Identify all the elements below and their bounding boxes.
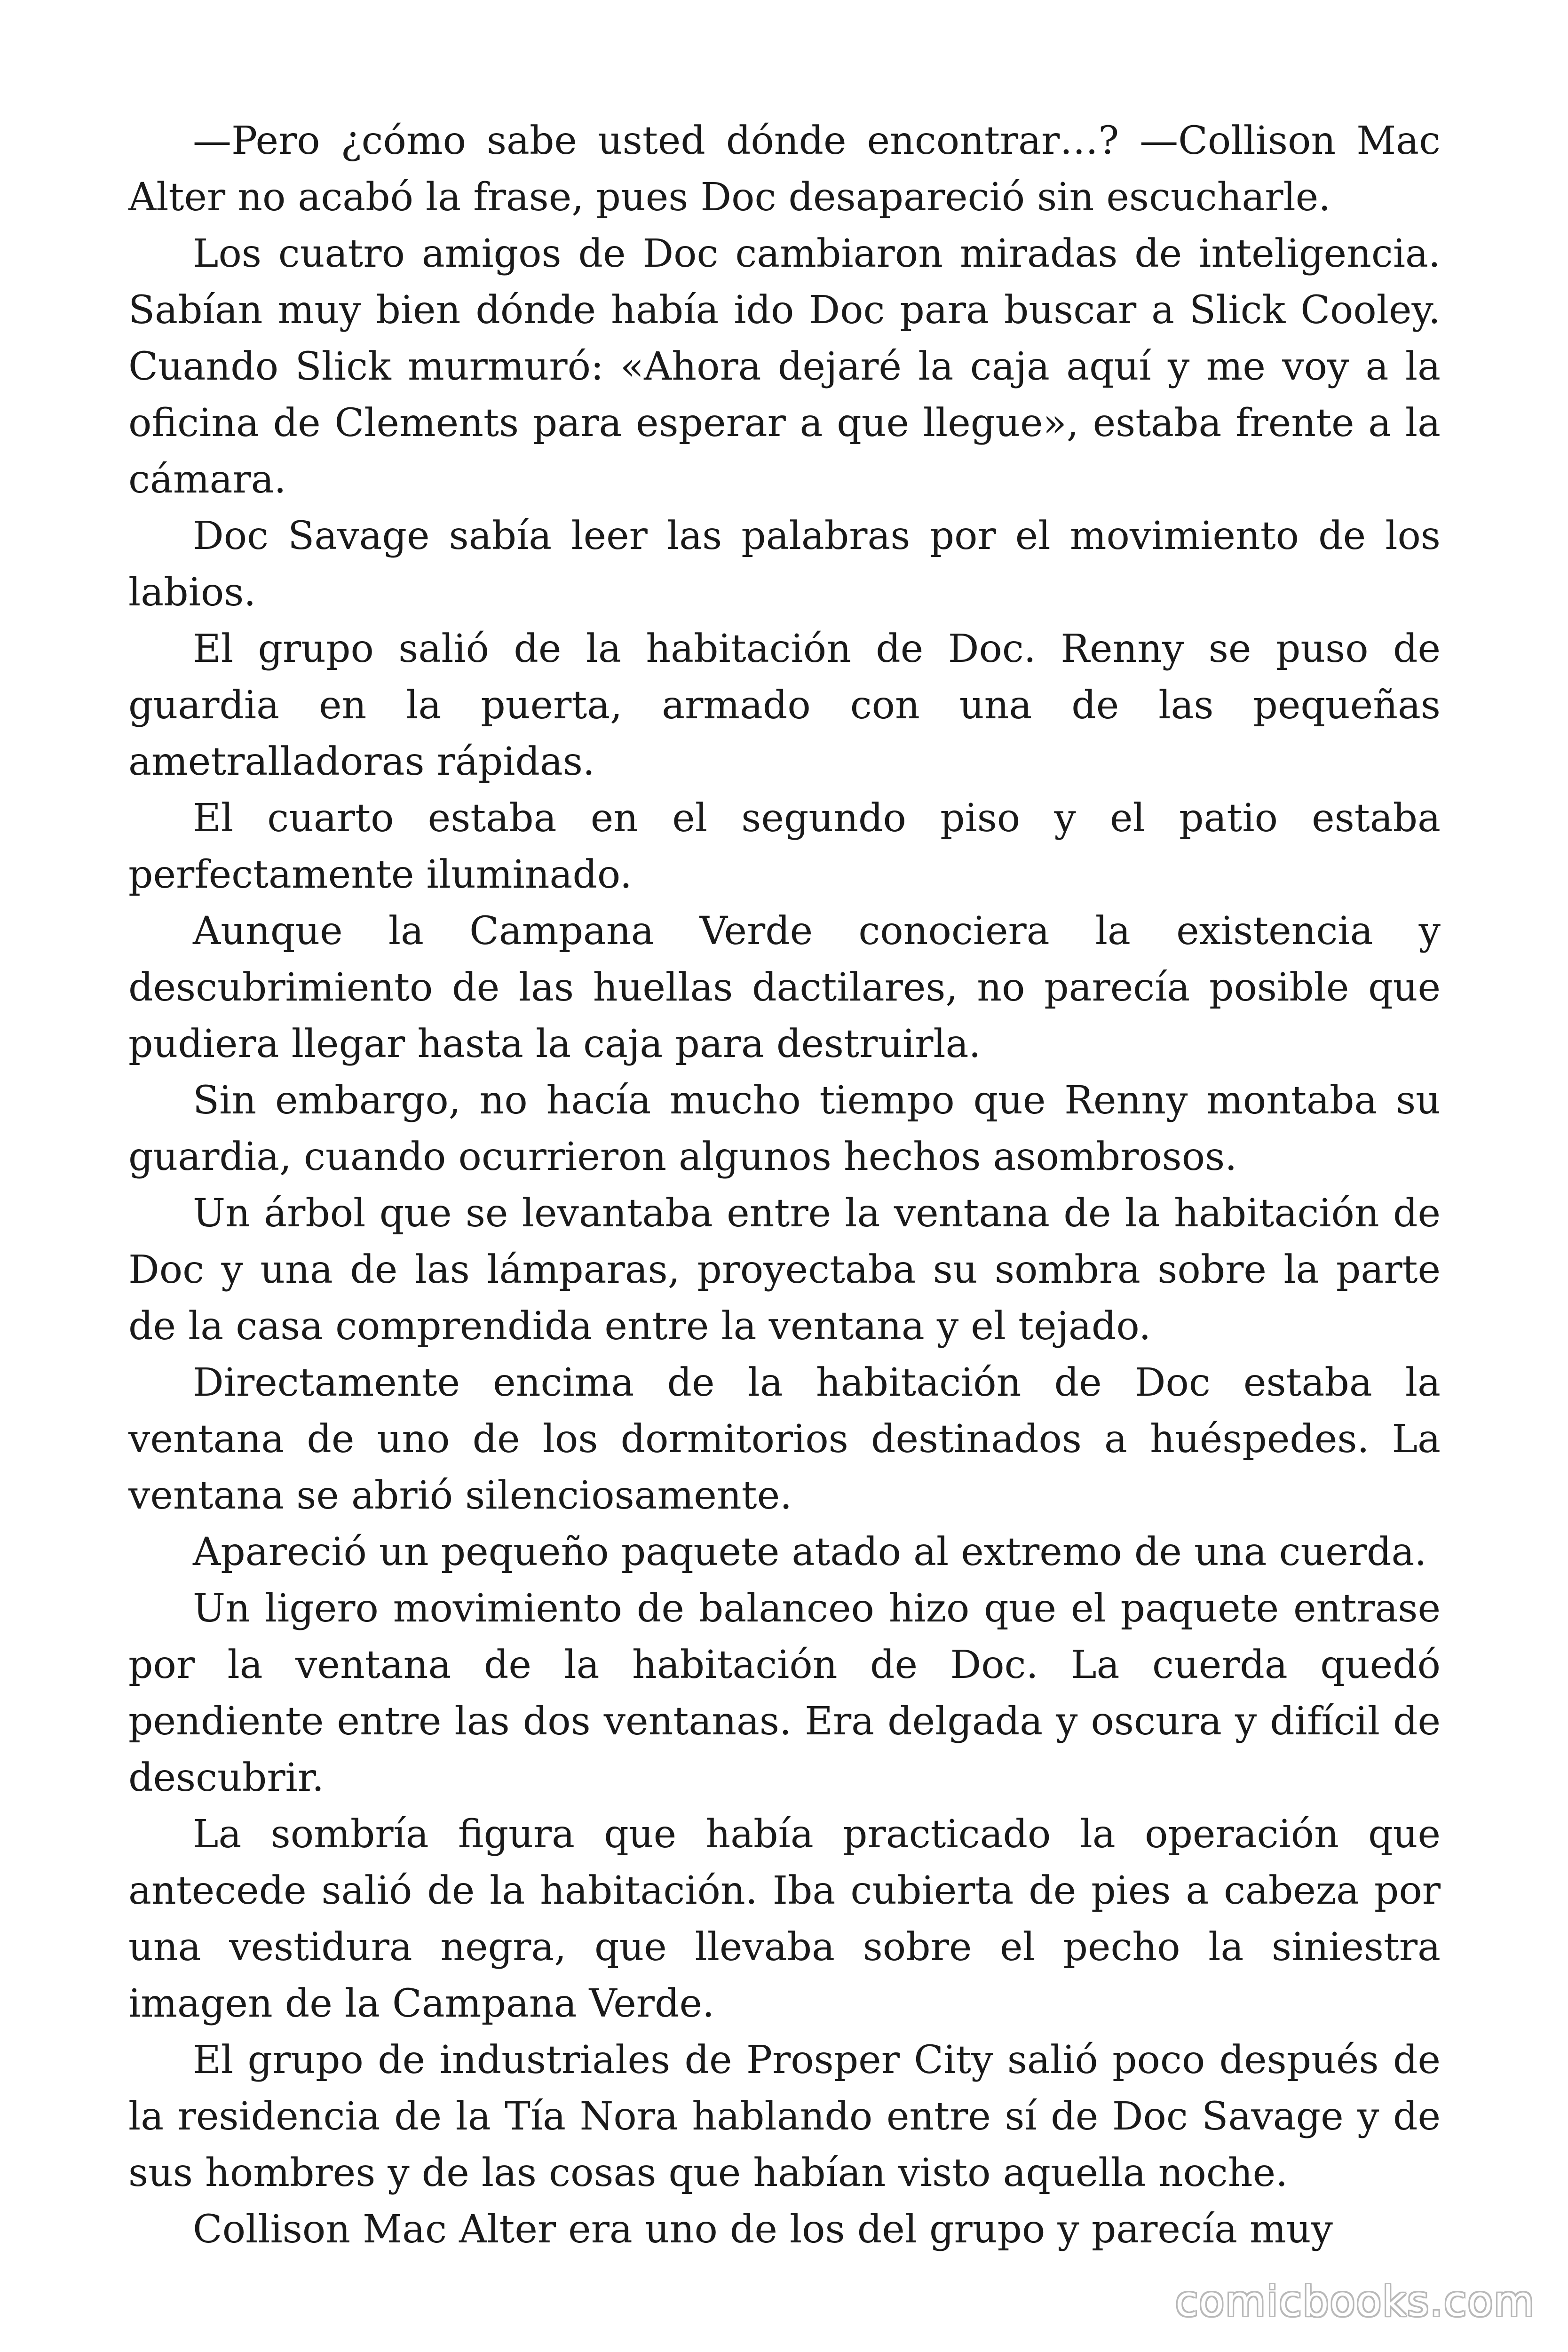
paragraph: El grupo de industriales de Prosper City salió poco después de la residencia de la Tía Nora hablando entre sí de Doc Savage y de sus hombres y de las cosas que habían visto aquella noche. <box>128 2038 1441 2195</box>
paragraph: La sombría figura que había practicado la operación que antecede salió de la habitación. Iba cubierta de pies a cabeza por una vestidura negra, que llevaba sobre el pecho la siniestra imagen de la Campana Verde. <box>128 1812 1441 2026</box>
page-body <box>128 113 1441 2258</box>
paragraph: El grupo salió de la habitación de Doc. Renny se puso de guardia en la puerta, armado con una de las pequeñas ametralladoras rápidas. <box>128 627 1441 784</box>
paragraph: El cuarto estaba en el segundo piso y el patio estaba perfectamente iluminado. <box>128 796 1441 897</box>
paragraph: Los cuatro amigos de Doc cambiaron miradas de inteligencia. Sabían muy bien dónde había ido Doc para buscar a Slick Cooley. Cuando Slick murmuró: «Ahora dejaré la caja aquí y me voy a la oficina de Clements para esperar a que llegue», estaba frente a la cámara. <box>128 231 1441 502</box>
paragraph-last: Collison Mac Alter era uno de los del grupo y parecía muy <box>193 2207 1333 2252</box>
watermark: comicbooks.com <box>1175 2277 1535 2326</box>
paragraph: Sin embargo, no hacía mucho tiempo que Renny montaba su guardia, cuando ocurrieron algunos hechos asombrosos. <box>128 1078 1441 1179</box>
paragraph: Doc Savage sabía leer las palabras por el movimiento de los labios. <box>128 514 1441 615</box>
paragraph: Aunque la Campana Verde conociera la existencia y descubrimiento de las huellas dactilares, no parecía posible que pudiera llegar hasta la caja para destruirla. <box>128 909 1441 1066</box>
paragraph: Un árbol que se levantaba entre la ventana de la habitación de Doc y una de las lámparas, proyectaba su sombra sobre la parte de la casa comprendida entre la ventana y el tejado. <box>128 1191 1441 1349</box>
paragraph: Apareció un pequeño paquete atado al extremo de una cuerda. <box>193 1530 1427 1574</box>
paragraph: —Pero ¿cómo sabe usted dónde encontrar…? —Collison Mac Alter no acabó la frase, pues Doc desapareció sin escucharle. <box>128 119 1441 220</box>
paragraph: Directamente encima de la habitación de Doc estaba la ventana de uno de los dormitorios destinados a huéspedes. La ventana se abrió silenciosamente. <box>128 1360 1441 1518</box>
paragraph: Un ligero movimiento de balanceo hizo que el paquete entrase por la ventana de la habitación de Doc. La cuerda quedó pendiente entre las dos ventanas. Era delgada y oscura y difícil de descubrir. <box>128 1586 1441 1800</box>
